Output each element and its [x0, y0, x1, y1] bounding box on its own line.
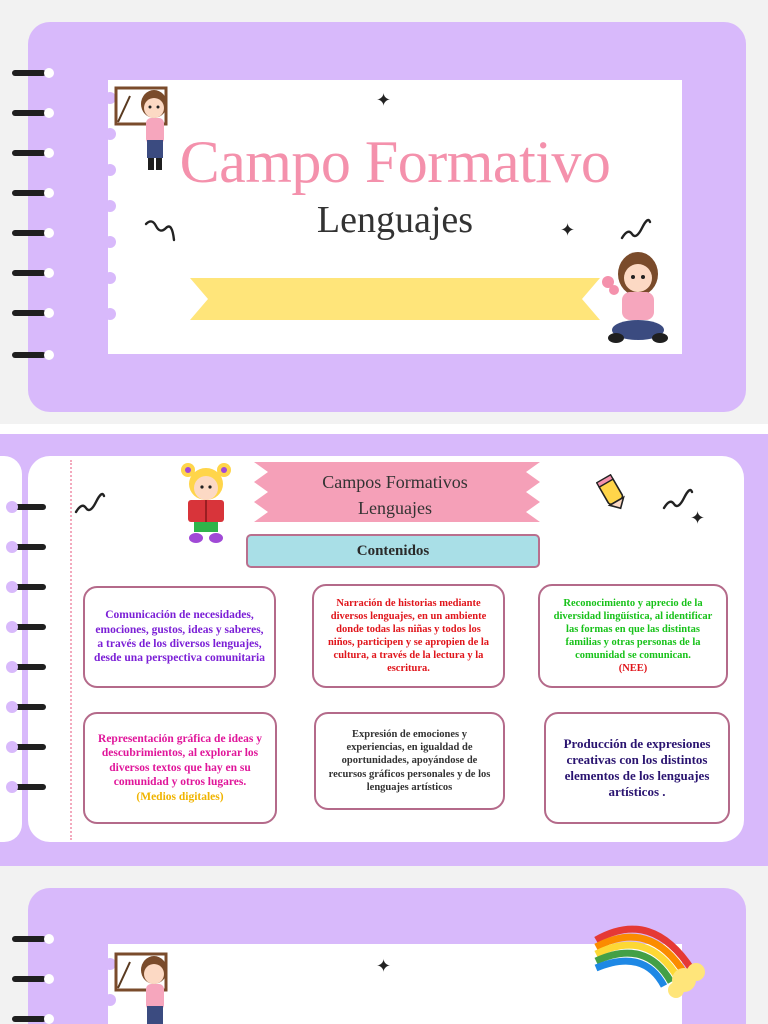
content-box-5: [314, 712, 505, 810]
content-box-1-text: Comunicación de necesidades, emociones, gustos, ideas y saberes, a través de los diversos lenguajes, desde una perspectiva comunitaria: [94, 609, 265, 665]
content-box-4-text: Representación gráfica de ideas y descubrimientos, al explorar los diversos textos que hay en su comunidad y otros lugares.: [98, 733, 262, 789]
spiral-ring: [10, 584, 46, 590]
banner-line-1: Campos Formativos: [322, 472, 468, 492]
content-box-3: [538, 584, 728, 688]
page-subtitle: Lenguajes: [316, 199, 474, 241]
paper-hole: [104, 272, 116, 284]
yellow-ribbon: [190, 276, 600, 322]
banner-line-2: Lenguajes: [358, 498, 432, 518]
content-box-3-note: (NEE): [618, 663, 648, 675]
spiral-ring: [12, 190, 46, 196]
squiggle-icon: [72, 490, 108, 518]
reading-girl-icon: [178, 458, 234, 544]
content-box-1: [83, 586, 276, 688]
content-box-5-text: Expresión de emociones y experiencias, en igualdad de oportunidades, apoyándose de recursos gráficos personales y de los lenguajes artísticos: [328, 729, 491, 793]
sitting-girl-icon: [598, 244, 672, 348]
spiral-ring: [10, 664, 46, 670]
spiral-ring: [12, 936, 46, 942]
pencil-icon: [596, 474, 630, 512]
spiral-ring: [10, 744, 46, 750]
spiral-ring: [12, 70, 46, 76]
spiral-ring: [10, 784, 46, 790]
content-box-3-text: Reconocimiento y aprecio de la diversidad lingüística, al identificar las formas en que las distintas familias y otras personas de la comunidad se comunican.: [553, 597, 713, 662]
teacher-girl-icon: [112, 948, 178, 1024]
content-box-4-note: (Medios digitales): [136, 790, 224, 803]
page-title: Campo Formativo: [179, 129, 611, 195]
spiral-ring: [12, 150, 46, 156]
spiral-ring: [12, 110, 46, 116]
spiral-ring: [10, 544, 46, 550]
spiral-ring: [10, 504, 46, 510]
sparkle-icon: ✦: [560, 220, 576, 241]
content-box-6-text: Producción de expresiones creativas con los distintos elementos de los lenguajes artísticos .: [563, 735, 711, 800]
sparkle-icon: ✦: [376, 956, 392, 977]
spiral-ring: [12, 976, 46, 982]
spiral-ring: [12, 230, 46, 236]
spiral-ring: [12, 310, 46, 316]
squiggle-icon: [618, 216, 654, 246]
sparkle-icon: ✦: [376, 90, 392, 111]
rainbow-icon: [592, 914, 708, 1000]
squiggle-icon: [142, 216, 178, 246]
spiral-ring: [10, 704, 46, 710]
spiral-ring: [10, 624, 46, 630]
content-box-4: [83, 712, 277, 824]
content-box-2: [312, 584, 505, 688]
content-box-6: [544, 712, 730, 824]
sparkle-icon: ✦: [690, 508, 706, 529]
spiral-ring: [12, 270, 46, 276]
paper-hole: [104, 308, 116, 320]
content-box-2-text: Narración de historias mediante diversos lenguajes, en un ambiente donde todas las niñas y todos los niños, participen y se apropien de la cultura, a través de la lectura y la escritura.: [327, 597, 490, 675]
spiral-ring: [12, 352, 46, 358]
spiral-ring: [12, 1016, 46, 1022]
contenidos-header: Contenidos: [246, 534, 540, 568]
